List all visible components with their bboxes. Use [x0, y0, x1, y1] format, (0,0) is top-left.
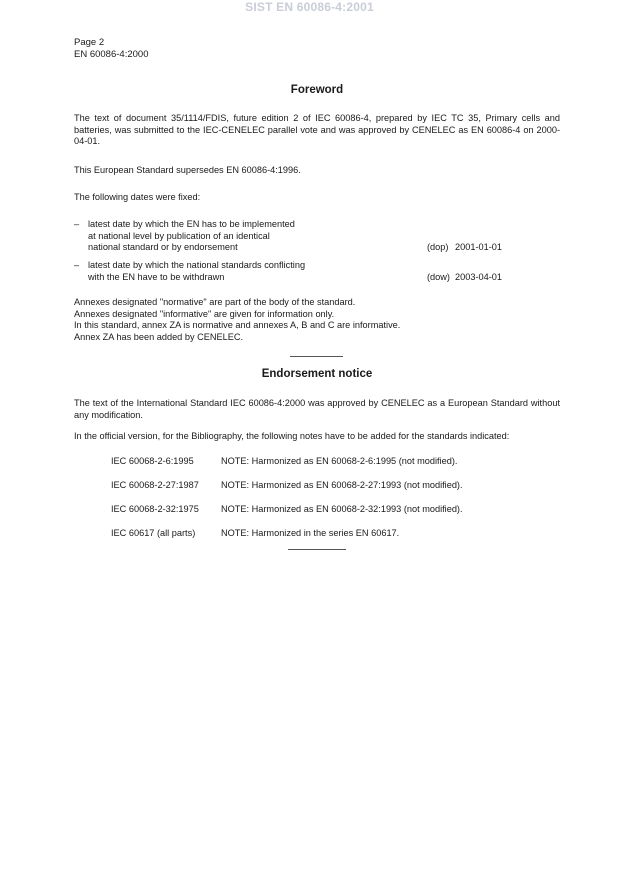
standard-reference: IEC 60068-2-27:1987	[111, 480, 199, 490]
list-dash: –	[74, 260, 80, 270]
foreword-paragraph-document: The text of document 35/1114/FDIS, future edition 2 of IEC 60086-4, prepared by IEC TC 35, Primary cells and batteries, was submitted to the IEC-CENELEC parallel vote and was approved by CENELEC as EN 60086-4 on 2000-04-01.	[74, 113, 560, 146]
endorsement-heading: Endorsement notice	[261, 368, 373, 380]
harmonization-note: NOTE: Harmonized in the series EN 60617.	[221, 528, 400, 538]
annex-notes	[74, 297, 560, 343]
document-id: EN 60086-4:2000	[74, 49, 149, 60]
date-item-line: latest date by which the EN has to be implemented	[88, 219, 295, 229]
page-header	[74, 37, 148, 61]
date-item-dow	[74, 260, 560, 284]
foreword-heading: Foreword	[290, 84, 344, 96]
endorsement-paragraph-approval: The text of the International Standard IEC 60086-4:2000 was approved by CENELEC as a European Standard without any modification.	[74, 398, 560, 420]
endorsement-paragraph-bibliography: In the official version, for the Bibliography, the following notes have to be added for the standards indicated:	[74, 431, 510, 441]
section-divider	[290, 356, 343, 357]
standard-reference: IEC 60068-2-6:1995	[111, 456, 194, 466]
date-code: (dop)	[427, 242, 449, 252]
standard-reference: IEC 60617 (all parts)	[111, 528, 196, 538]
date-value: 2001-01-01	[455, 242, 502, 252]
date-item-description	[88, 260, 408, 283]
date-code: (dow)	[427, 271, 450, 282]
foreword-paragraph-dates-intro: The following dates were fixed:	[74, 192, 201, 202]
page-number: Page 2	[74, 37, 105, 48]
harmonization-note: NOTE: Harmonized as EN 60068-2-6:1995 (not modified).	[221, 456, 458, 466]
annex-line: Annexes designated "informative" are given for information only.	[74, 308, 335, 319]
foreword-paragraph-supersedes: This European Standard supersedes EN 60086-4:1996.	[74, 165, 301, 175]
list-dash: –	[74, 219, 80, 229]
date-item-line: at national level by publication of an identical	[88, 230, 270, 241]
harmonization-note: NOTE: Harmonized as EN 60068-2-32:1993 (not modified).	[221, 504, 463, 514]
date-item-line: with the EN have to be withdrawn	[88, 271, 225, 282]
date-item-line: national standard or by endorsement	[88, 242, 238, 252]
date-item-dop	[74, 219, 560, 255]
date-item-description	[88, 219, 408, 254]
annex-line: Annex ZA has been added by CENELEC.	[74, 331, 244, 342]
date-value: 2003-04-01	[455, 271, 502, 282]
harmonization-note: NOTE: Harmonized as EN 60068-2-27:1993 (not modified).	[221, 480, 463, 490]
annex-line: Annexes designated "normative" are part of the body of the standard.	[74, 297, 356, 307]
watermark-text: SIST EN 60086-4:2001	[245, 0, 374, 14]
standard-reference: IEC 60068-2-32:1975	[111, 504, 199, 514]
annex-line: In this standard, annex ZA is normative and annexes A, B and C are informative.	[74, 320, 401, 330]
date-item-line: latest date by which the national standards conflicting	[88, 260, 306, 270]
end-divider	[288, 549, 346, 550]
